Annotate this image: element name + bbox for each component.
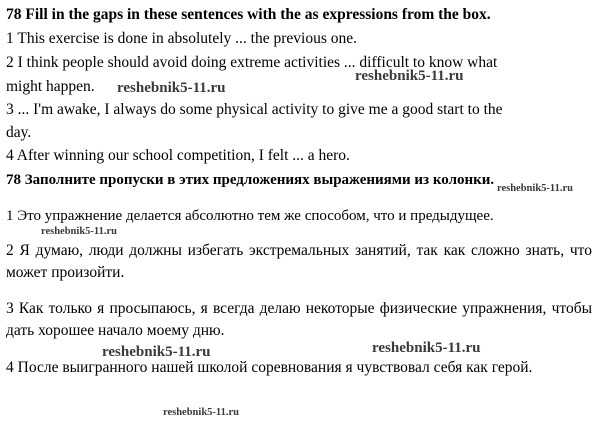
exercise-title-ru: 78 Заполните пропуски в этих предложениях выражениями из колонки. <box>6 172 495 188</box>
sentence-ru-3: 3 Как только я просыпаюсь, я всегда делаю некоторые физические упражнения, чтобы дать хорошее начало моему дню. <box>6 300 592 339</box>
sentence-en-4: 4 After winning our school competition, I felt ... a hero. <box>6 147 350 164</box>
watermark: reshebnik5-11.ru <box>102 344 211 360</box>
exercise-title-en: 78 Fill in the gaps in these sentences with the as expressions from the box. <box>6 6 491 23</box>
sentence-en-1: 1 This exercise is done in absolutely ... the previous one. <box>6 30 357 47</box>
sentence-ru-1: 1 Это упражнение делается абсолютно тем же способом, что и предыдущее. <box>6 208 494 224</box>
sentence-en-3-line-2: day. <box>6 124 32 141</box>
watermark: reshebnik5-11.ru <box>372 340 481 356</box>
watermark: reshebnik5-11.ru <box>117 80 226 96</box>
watermark: reshebnik5-11.ru <box>163 407 239 418</box>
sentence-en-2-line-2: might happen. <box>6 78 95 95</box>
sentence-ru-4: 4 После выигранного нашей школой соревнования я чувствовал себя как герой. <box>6 359 533 376</box>
sentence-en-2-line-1: 2 I think people should avoid doing extreme activities ... difficult to know what <box>6 54 498 71</box>
sentence-en-3-line-1: 3 ... I'm awake, I always do some physical activity to give me a good start to the <box>6 101 503 118</box>
sentence-ru-2: 2 Я думаю, люди должны избегать экстремальных занятий, так как сложно знать, что может произойти. <box>6 242 592 281</box>
watermark: reshebnik5-11.ru <box>355 68 464 84</box>
watermark: reshebnik5-11.ru <box>41 226 117 237</box>
watermark: reshebnik5-11.ru <box>497 183 573 194</box>
